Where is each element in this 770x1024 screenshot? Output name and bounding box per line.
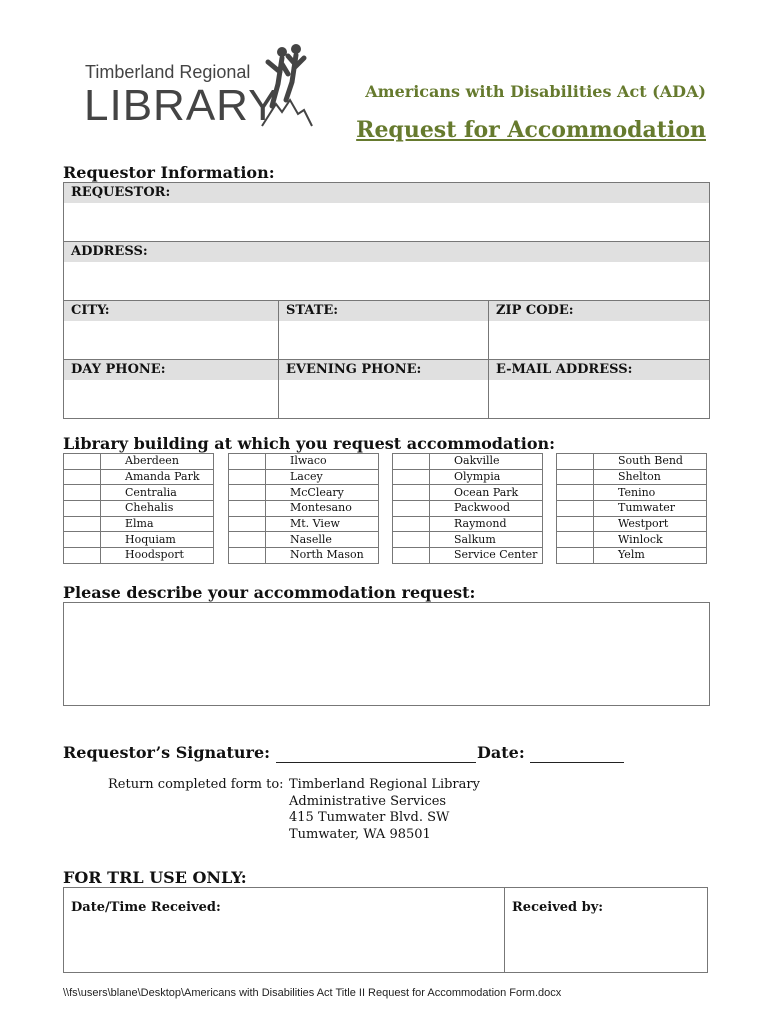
requestor-label: REQUESTOR:: [64, 183, 709, 203]
requestor-section-title: Requestor Information:: [63, 163, 275, 182]
library-name: Winlock: [594, 532, 707, 548]
zip-input-area[interactable]: [489, 321, 709, 359]
state-field[interactable]: [279, 301, 489, 360]
state-input-area[interactable]: [279, 321, 488, 359]
library-column: [63, 453, 214, 564]
library-checkbox[interactable]: [229, 516, 266, 532]
date-label: Date:: [477, 743, 525, 762]
library-column: [228, 453, 379, 564]
zip-field[interactable]: [489, 301, 710, 360]
library-name: Hoquiam: [101, 532, 214, 548]
city-input-area[interactable]: [64, 321, 278, 359]
date-line[interactable]: [530, 743, 624, 763]
evening-phone-input-area[interactable]: [279, 380, 488, 418]
library-checkbox[interactable]: [229, 469, 266, 485]
return-address: [289, 777, 480, 843]
library-name: Aberdeen: [101, 454, 214, 470]
return-label: Return completed form to:: [108, 777, 284, 792]
day-phone-input-area[interactable]: [64, 380, 278, 418]
library-logo-figures-icon: [258, 44, 318, 130]
library-checkbox[interactable]: [229, 485, 266, 501]
requestor-field[interactable]: [64, 183, 710, 242]
accommodation-description-input[interactable]: [63, 602, 710, 706]
library-checkbox[interactable]: [393, 469, 430, 485]
city-label: CITY:: [64, 301, 278, 321]
requestor-info-table: [63, 182, 710, 419]
library-name: Hoodsport: [101, 548, 214, 564]
logo-text-top: Timberland Regional: [85, 62, 251, 82]
library-name: Yelm: [594, 548, 707, 564]
library-checkbox[interactable]: [229, 532, 266, 548]
signature-line[interactable]: [276, 743, 476, 763]
trl-section-title: FOR TRL USE ONLY:: [63, 868, 247, 887]
library-checkbox[interactable]: [557, 485, 594, 501]
library-checkbox[interactable]: [64, 485, 101, 501]
day-phone-field[interactable]: [64, 360, 279, 419]
library-name: Tenino: [594, 485, 707, 501]
address-field[interactable]: [64, 242, 710, 301]
address-line: Tumwater, WA 98501: [289, 826, 431, 842]
description-section-title: Please describe your accommodation request:: [63, 583, 476, 602]
library-checkbox[interactable]: [393, 548, 430, 564]
library-checkbox[interactable]: [557, 532, 594, 548]
library-name: Chehalis: [101, 501, 214, 517]
library-column: [392, 453, 543, 564]
library-name: Naselle: [266, 532, 379, 548]
signature-row: [63, 743, 476, 763]
library-name: North Mason: [266, 548, 379, 564]
zip-label: ZIP CODE:: [489, 301, 709, 321]
state-label: STATE:: [279, 301, 488, 321]
library-checkbox[interactable]: [557, 501, 594, 517]
library-name: Raymond: [430, 516, 543, 532]
email-field[interactable]: [489, 360, 710, 419]
library-checkbox[interactable]: [393, 532, 430, 548]
library-checkbox[interactable]: [64, 501, 101, 517]
email-input-area[interactable]: [489, 380, 709, 418]
library-name: Lacey: [266, 469, 379, 485]
library-checkbox[interactable]: [393, 516, 430, 532]
library-section-title: Library building at which you request accommodation:: [63, 434, 556, 453]
email-label: E-MAIL ADDRESS:: [489, 360, 709, 380]
library-name: Shelton: [594, 469, 707, 485]
library-checkbox[interactable]: [229, 454, 266, 470]
library-checkbox[interactable]: [557, 454, 594, 470]
library-checkbox[interactable]: [557, 469, 594, 485]
address-input-area[interactable]: [64, 262, 709, 300]
library-checkbox[interactable]: [64, 516, 101, 532]
library-name: South Bend: [594, 454, 707, 470]
library-checkbox[interactable]: [393, 454, 430, 470]
evening-phone-label: EVENING PHONE:: [279, 360, 488, 380]
library-name: Amanda Park: [101, 469, 214, 485]
library-name: Westport: [594, 516, 707, 532]
library-column: [556, 453, 707, 564]
library-checkbox[interactable]: [64, 469, 101, 485]
received-by-field[interactable]: [505, 888, 708, 973]
library-name: Ocean Park: [430, 485, 543, 501]
address-line: 415 Tumwater Blvd. SW: [289, 810, 450, 825]
received-by-label: Received by:: [512, 900, 604, 915]
library-name: Tumwater: [594, 501, 707, 517]
library-name: Ilwaco: [266, 454, 379, 470]
library-checkbox[interactable]: [393, 501, 430, 517]
library-name: Salkum: [430, 532, 543, 548]
library-checkbox[interactable]: [557, 548, 594, 564]
library-name: Montesano: [266, 501, 379, 517]
library-name: McCleary: [266, 485, 379, 501]
library-checkbox[interactable]: [64, 548, 101, 564]
date-row: [477, 743, 624, 763]
library-name: Elma: [101, 516, 214, 532]
library-name: Centralia: [101, 485, 214, 501]
library-name: Olympia: [430, 469, 543, 485]
evening-phone-field[interactable]: [279, 360, 489, 419]
library-name: Packwood: [430, 501, 543, 517]
form-title: Request for Accommodation: [356, 117, 706, 143]
logo-text-main: LIBRARY: [84, 81, 279, 130]
library-checkbox[interactable]: [393, 485, 430, 501]
library-name: Mt. View: [266, 516, 379, 532]
library-checkbox[interactable]: [64, 532, 101, 548]
requestor-input-area[interactable]: [64, 203, 709, 241]
ada-subtitle: Americans with Disabilities Act (ADA): [365, 82, 706, 101]
address-label: ADDRESS:: [64, 242, 709, 262]
library-name: Service Center: [430, 548, 543, 564]
city-field[interactable]: [64, 301, 279, 360]
date-received-label: Date/Time Received:: [71, 900, 221, 915]
library-checkbox[interactable]: [557, 516, 594, 532]
library-checkbox[interactable]: [64, 454, 101, 470]
library-checkbox[interactable]: [229, 548, 266, 564]
signature-label: Requestor’s Signature:: [63, 743, 271, 762]
trl-use-table: [63, 887, 708, 973]
address-line: Timberland Regional Library: [289, 777, 480, 792]
address-line: Administrative Services: [289, 793, 447, 809]
day-phone-label: DAY PHONE:: [64, 360, 278, 380]
file-path-footer: \\fs\users\blane\Desktop\Americans with Disabilities Act Title II Request for Accommodation Form.docx: [63, 987, 562, 999]
date-received-field[interactable]: [64, 888, 505, 973]
library-checkbox[interactable]: [229, 501, 266, 517]
library-name: Oakville: [430, 454, 543, 470]
